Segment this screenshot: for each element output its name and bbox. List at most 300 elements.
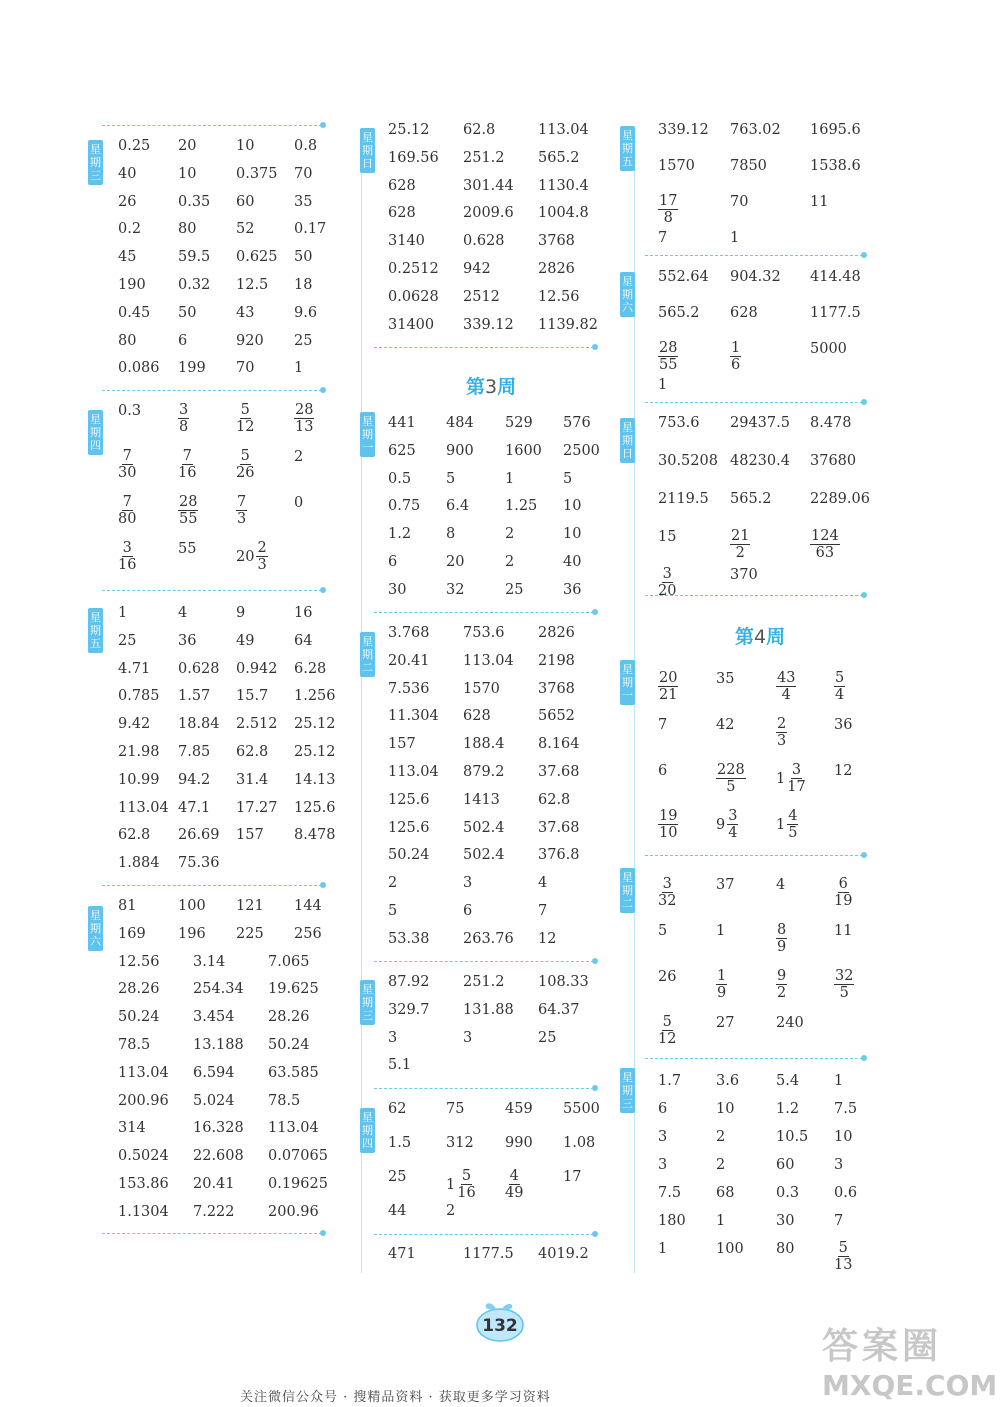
answer-cell: 10 bbox=[178, 165, 197, 182]
answer-cell bbox=[658, 340, 678, 373]
answer-cell: 75.36 bbox=[178, 855, 220, 872]
answer-cell: 990 bbox=[505, 1135, 533, 1151]
answer-cell: 900 bbox=[446, 442, 474, 459]
fraction: $\frac{5}{16}$ bbox=[457, 1168, 476, 1201]
answer-cell: 753.6 bbox=[463, 625, 505, 641]
fraction: $\frac{5}{12}$ bbox=[658, 1014, 677, 1047]
answer-cell: 9 $\frac{3}{4}$ bbox=[716, 808, 738, 841]
answer-cell: 125.6 bbox=[388, 819, 430, 836]
answer-cell: 188.4 bbox=[463, 736, 505, 753]
answer-cell: 6.594 bbox=[193, 1064, 235, 1081]
answer-cell: 5.4 bbox=[776, 1073, 800, 1089]
answer-cell: 27 bbox=[716, 1015, 735, 1031]
fraction: $\frac{17}{8}$ bbox=[659, 193, 678, 226]
answer-cell: 529 bbox=[505, 415, 533, 431]
answer-cell: 25.12 bbox=[294, 716, 336, 733]
answer-cell: 8 bbox=[446, 526, 456, 543]
answer-cell: 1.08 bbox=[563, 1135, 596, 1151]
fraction: $\frac{1}{6}$ bbox=[731, 340, 741, 373]
answer-cell: 552.64 bbox=[658, 269, 709, 285]
answer-cell: 314 bbox=[118, 1120, 146, 1137]
answer-cell: 1.884 bbox=[118, 855, 160, 872]
answer-cell: 0.628 bbox=[178, 660, 220, 677]
answer-cell bbox=[178, 494, 198, 527]
answer-cell: 1.1304 bbox=[118, 1203, 169, 1220]
answer-cell: 0.625 bbox=[236, 249, 278, 266]
answer-cell: 254.34 bbox=[193, 981, 244, 998]
separator bbox=[374, 961, 594, 962]
answer-cell: 1 bbox=[118, 605, 128, 621]
answer-cell: 63.585 bbox=[268, 1064, 319, 1081]
answer-cell: 6.4 bbox=[446, 498, 470, 515]
answer-cell: 35 bbox=[716, 671, 735, 687]
answer-cell bbox=[236, 402, 254, 435]
answer-cell: 0.3 bbox=[118, 403, 142, 419]
page-number: 132 bbox=[482, 1316, 518, 1336]
answer-cell: 8.478 bbox=[810, 415, 852, 431]
separator bbox=[102, 125, 322, 126]
answer-cell: 121 bbox=[236, 898, 264, 914]
weekday-tab: 星 期 五 bbox=[88, 608, 103, 653]
answer-cell: 565.2 bbox=[658, 305, 700, 321]
fraction: $\frac{32}{5}$ bbox=[835, 968, 854, 1001]
answer-cell bbox=[658, 876, 676, 909]
answer-cell: 0.32 bbox=[178, 277, 211, 293]
separator bbox=[374, 612, 594, 613]
answer-cell bbox=[776, 922, 787, 955]
answer-cell: 17.27 bbox=[236, 799, 278, 816]
answer-cell: 0.5 bbox=[388, 470, 412, 487]
answer-cell: 441 bbox=[388, 415, 416, 431]
answer-cell: 12.56 bbox=[118, 953, 160, 970]
answer-cell: 1 $\frac{4}{5}$ bbox=[776, 808, 798, 841]
page-number-badge bbox=[474, 1298, 526, 1342]
fraction: $\frac{3}{16}$ bbox=[118, 540, 137, 573]
answer-cell: 36 bbox=[178, 632, 197, 649]
answer-cell: 10 bbox=[834, 1129, 853, 1145]
separator bbox=[102, 1233, 322, 1234]
separator bbox=[374, 1088, 594, 1089]
answer-cell: 565.2 bbox=[730, 491, 772, 507]
weekday-tab: 星 期 三 bbox=[360, 980, 375, 1025]
answer-cell: 6.28 bbox=[294, 660, 327, 677]
week-4-title: 第4周 bbox=[735, 626, 786, 648]
answer-cell: 9.42 bbox=[118, 716, 151, 733]
answer-cell: 25 bbox=[118, 632, 137, 649]
separator bbox=[102, 390, 322, 391]
fraction: $\frac{3}{20}$ bbox=[658, 566, 677, 599]
answer-cell: 3.454 bbox=[193, 1009, 235, 1026]
answer-cell bbox=[658, 808, 678, 841]
weekday-tab: 星 期 日 bbox=[620, 418, 635, 463]
answer-cell: 7 bbox=[538, 903, 548, 919]
answer-cell: 20.41 bbox=[388, 652, 430, 669]
answer-cell: 628 bbox=[388, 205, 416, 222]
answer-cell: 30.5208 bbox=[658, 453, 718, 469]
answer-cell bbox=[118, 494, 136, 527]
answer-cell: 28.26 bbox=[118, 981, 160, 998]
fraction: $\frac{9}{2}$ bbox=[777, 968, 787, 1001]
fraction: $\frac{43}{4}$ bbox=[777, 670, 796, 703]
answer-cell: 113.04 bbox=[538, 122, 589, 138]
answer-cell: 20.41 bbox=[193, 1176, 235, 1192]
answer-cell: 5.1 bbox=[388, 1057, 412, 1074]
answer-cell: 6 bbox=[658, 1101, 668, 1117]
answer-cell: 1.5 bbox=[388, 1135, 412, 1151]
fraction: $\frac{5}{12}$ bbox=[236, 402, 255, 435]
answer-cell: 1 bbox=[294, 360, 304, 377]
answer-cell: 78.5 bbox=[118, 1037, 151, 1053]
answer-cell: 0.2 bbox=[118, 221, 142, 238]
answer-cell: 10.99 bbox=[118, 771, 160, 788]
answer-cell: 12 bbox=[538, 930, 557, 947]
answer-cell: 36 bbox=[834, 717, 853, 733]
answer-cell: 3140 bbox=[388, 233, 425, 250]
answer-cell: 32 bbox=[446, 581, 465, 598]
answer-cell: 10 bbox=[563, 498, 582, 515]
answer-cell: 1538.6 bbox=[810, 158, 861, 174]
fraction: $\frac{7}{30}$ bbox=[118, 448, 137, 481]
answer-cell: 628 bbox=[463, 708, 491, 725]
answer-cell: 18.84 bbox=[178, 716, 220, 733]
fraction: $\frac{5}{26}$ bbox=[236, 448, 255, 481]
answer-cell: 0.785 bbox=[118, 688, 160, 705]
answer-cell: 43 bbox=[236, 304, 255, 321]
answer-cell: 70 bbox=[236, 360, 255, 377]
fraction: $\frac{6}{19}$ bbox=[834, 876, 853, 909]
answer-cell: 6 bbox=[463, 903, 473, 919]
answer-cell: 49 bbox=[236, 632, 255, 649]
answer-cell: 70 bbox=[730, 194, 749, 210]
answer-cell bbox=[178, 402, 189, 435]
answer-cell: 62.8 bbox=[538, 791, 571, 808]
week-3-title: 第3周 bbox=[466, 376, 517, 398]
answer-cell: 3.768 bbox=[388, 625, 430, 641]
answer-cell: 2500 bbox=[563, 442, 600, 459]
answer-cell: 0.375 bbox=[236, 165, 278, 182]
answer-cell: 0.0628 bbox=[388, 288, 439, 305]
answer-cell: 15.7 bbox=[236, 688, 269, 705]
answer-cell: 625 bbox=[388, 442, 416, 459]
answer-cell: 879.2 bbox=[463, 764, 505, 780]
answer-cell bbox=[658, 193, 678, 226]
answer-cell: 169.56 bbox=[388, 149, 439, 166]
answer-cell: 169 bbox=[118, 925, 146, 942]
answer-cell: 50.24 bbox=[268, 1037, 310, 1053]
answer-cell: 26.69 bbox=[178, 827, 220, 844]
answer-cell: 1 bbox=[716, 1213, 726, 1229]
answer-cell: 6 bbox=[178, 332, 188, 349]
answer-cell: 1.256 bbox=[294, 688, 336, 705]
answer-cell: 7 bbox=[658, 717, 668, 733]
fraction: $\frac{20}{21}$ bbox=[659, 670, 678, 703]
answer-cell: 5 bbox=[446, 470, 456, 487]
answer-cell bbox=[294, 402, 314, 435]
answer-cell: 3.6 bbox=[716, 1073, 740, 1089]
answer-cell: 414.48 bbox=[810, 269, 861, 285]
answer-cell: 12.56 bbox=[538, 288, 580, 305]
answer-cell bbox=[776, 968, 787, 1001]
answer-cell: 70 bbox=[294, 165, 313, 182]
answer-cell: 0.2512 bbox=[388, 261, 439, 277]
answer-cell bbox=[658, 1014, 676, 1047]
answer-cell: 59.5 bbox=[178, 249, 211, 266]
answer-cell: 0.25 bbox=[118, 138, 151, 154]
separator bbox=[645, 595, 863, 596]
answer-cell: 2 bbox=[716, 1129, 726, 1145]
answer-cell: 2826 bbox=[538, 625, 575, 641]
answer-cell: 12.5 bbox=[236, 277, 269, 293]
answer-cell bbox=[810, 528, 840, 561]
answer-cell: 14.13 bbox=[294, 771, 336, 788]
answer-cell: 37.68 bbox=[538, 819, 580, 836]
answer-cell bbox=[658, 670, 678, 703]
answer-cell: 35 bbox=[294, 193, 313, 210]
answer-cell bbox=[730, 528, 750, 561]
answer-cell: 1 bbox=[716, 923, 726, 939]
answer-cell: 36 bbox=[563, 581, 582, 598]
answer-cell: 11 bbox=[834, 923, 853, 939]
watermark-title: 答案圈 bbox=[822, 1326, 943, 1367]
separator bbox=[645, 1058, 863, 1059]
answer-cell: 1177.5 bbox=[463, 1246, 514, 1262]
answer-cell: 10.5 bbox=[776, 1129, 809, 1145]
answer-cell: 113.04 bbox=[118, 799, 169, 816]
answer-cell: 920 bbox=[236, 332, 264, 349]
answer-cell: 0.45 bbox=[118, 304, 151, 321]
answer-cell: 251.2 bbox=[463, 149, 505, 166]
answer-cell bbox=[776, 670, 796, 703]
fraction: $\frac{28}{13}$ bbox=[295, 402, 314, 435]
answer-cell: 628 bbox=[730, 305, 758, 321]
answer-cell: 1 $\frac{3}{17}$ bbox=[776, 762, 806, 795]
answer-cell: 100 bbox=[178, 898, 206, 914]
answer-cell bbox=[118, 540, 136, 573]
answer-cell: 16.328 bbox=[193, 1120, 244, 1137]
answer-cell: 0.628 bbox=[463, 233, 505, 250]
answer-cell: 5 bbox=[658, 923, 668, 939]
answer-cell: 153.86 bbox=[118, 1176, 169, 1192]
weekday-tab: 星 期 一 bbox=[620, 660, 635, 705]
answer-cell: 502.4 bbox=[463, 847, 505, 864]
answer-cell: 6 bbox=[658, 763, 668, 779]
answer-cell: 1 bbox=[658, 1241, 668, 1257]
answer-cell: 502.4 bbox=[463, 819, 505, 836]
answer-cell: 19.625 bbox=[268, 981, 319, 998]
fraction: $\frac{1}{9}$ bbox=[717, 968, 727, 1001]
answer-cell: 5 bbox=[563, 470, 573, 487]
answer-cell bbox=[716, 968, 727, 1001]
answer-cell: 256 bbox=[294, 925, 322, 942]
answer-cell: 4 bbox=[178, 605, 188, 621]
answer-cell: 4 bbox=[538, 875, 548, 892]
answer-cell: 50.24 bbox=[388, 847, 430, 864]
answer-cell bbox=[658, 566, 676, 599]
answer-cell: 9 bbox=[236, 605, 246, 621]
answer-cell: 199 bbox=[178, 360, 206, 377]
answer-cell: 45 bbox=[118, 249, 137, 266]
fraction: $\frac{3}{4}$ bbox=[728, 808, 738, 841]
answer-cell: 1600 bbox=[505, 442, 542, 459]
answer-cell: 3768 bbox=[538, 233, 575, 250]
answer-cell: 8.478 bbox=[294, 827, 336, 844]
answer-cell: 2 bbox=[505, 554, 515, 570]
answer-cell: 40 bbox=[563, 554, 582, 570]
answer-cell: 763.02 bbox=[730, 122, 781, 138]
answer-cell: 25 bbox=[388, 1169, 407, 1185]
answer-cell: 0.19625 bbox=[268, 1176, 328, 1192]
answer-cell: 2 bbox=[294, 449, 304, 465]
answer-cell: 28.26 bbox=[268, 1009, 310, 1026]
answer-cell: 0.3 bbox=[776, 1185, 800, 1201]
answer-cell: 1 bbox=[730, 230, 740, 246]
answer-cell: 471 bbox=[388, 1246, 416, 1262]
answer-cell: 180 bbox=[658, 1213, 686, 1229]
answer-cell: 26 bbox=[658, 969, 677, 985]
separator bbox=[374, 347, 594, 348]
answer-cell: 3768 bbox=[538, 680, 575, 697]
answer-cell: 1139.82 bbox=[538, 316, 598, 333]
answer-cell: 10 bbox=[716, 1101, 735, 1117]
answer-cell bbox=[834, 670, 845, 703]
answer-cell: 37 bbox=[716, 877, 735, 893]
answer-cell: 21.98 bbox=[118, 744, 160, 760]
fraction: $\frac{21}{2}$ bbox=[731, 528, 750, 561]
answer-cell: 20 bbox=[178, 138, 197, 154]
weekday-tab: 星 期 四 bbox=[88, 410, 103, 455]
answer-cell: 376.8 bbox=[538, 847, 580, 864]
answer-cell: 196 bbox=[178, 925, 206, 942]
answer-cell: 4019.2 bbox=[538, 1246, 589, 1262]
fraction: $\frac{28}{55}$ bbox=[179, 494, 198, 527]
answer-cell: 565.2 bbox=[538, 149, 580, 166]
answer-cell: 6 bbox=[388, 554, 398, 570]
answer-cell: 2009.6 bbox=[463, 205, 514, 222]
answer-cell bbox=[236, 494, 247, 527]
answer-cell: 1177.5 bbox=[810, 305, 861, 321]
answer-cell: 31400 bbox=[388, 316, 435, 333]
weekday-tab: 星 期 六 bbox=[88, 906, 103, 951]
weekday-tab: 星 期 一 bbox=[360, 412, 375, 457]
answer-cell: 55 bbox=[178, 541, 197, 557]
answer-cell: 200.96 bbox=[268, 1203, 319, 1220]
answer-cell: 31.4 bbox=[236, 771, 269, 788]
answer-cell: 576 bbox=[563, 415, 591, 431]
answer-cell: 50 bbox=[294, 249, 313, 266]
answer-cell: 1.57 bbox=[178, 688, 211, 705]
weekday-tab: 星 期 二 bbox=[360, 632, 375, 677]
answer-cell: 3 bbox=[463, 875, 473, 892]
answer-cell: 25 bbox=[505, 581, 524, 598]
fraction: $\frac{124}{63}$ bbox=[811, 528, 839, 561]
answer-cell: 62.8 bbox=[118, 827, 151, 844]
answer-cell: 5652 bbox=[538, 708, 575, 725]
answer-cell: 0.5024 bbox=[118, 1148, 169, 1165]
answer-cell: 25 bbox=[294, 332, 313, 349]
answer-cell: 26 bbox=[118, 193, 137, 210]
separator bbox=[645, 855, 863, 856]
answer-cell: 52 bbox=[236, 221, 255, 238]
answer-cell: 263.76 bbox=[463, 930, 514, 947]
answer-cell: 5000 bbox=[810, 341, 847, 357]
answer-cell: 94.2 bbox=[178, 771, 211, 788]
answer-cell: 20 $\frac{2}{3}$ bbox=[236, 540, 267, 573]
answer-cell: 0.942 bbox=[236, 660, 278, 677]
answer-cell: 1 $\frac{5}{16}$ bbox=[446, 1168, 476, 1201]
answer-cell: 2119.5 bbox=[658, 491, 709, 507]
answer-cell: 190 bbox=[118, 277, 146, 293]
answer-cell: 3 bbox=[658, 1157, 668, 1173]
answer-cell: 0.8 bbox=[294, 138, 318, 154]
weekday-tab: 星 期 日 bbox=[360, 128, 375, 173]
answer-cell: 8.164 bbox=[538, 736, 580, 753]
answer-cell: 16 bbox=[294, 605, 313, 621]
answer-cell: 37.68 bbox=[538, 764, 580, 780]
answer-cell: 50 bbox=[178, 304, 197, 321]
answer-cell: 4.71 bbox=[118, 660, 151, 677]
answer-cell: 225 bbox=[236, 925, 264, 942]
answer-cell: 29437.5 bbox=[730, 415, 790, 431]
answer-cell bbox=[178, 448, 196, 481]
answer-cell: 42 bbox=[716, 717, 735, 733]
fraction: $\frac{2}{3}$ bbox=[257, 540, 267, 573]
answer-cell: 37680 bbox=[810, 453, 857, 469]
answer-cell: 7.065 bbox=[268, 953, 310, 970]
answer-cell: 11 bbox=[810, 194, 829, 210]
answer-cell: 2289.06 bbox=[810, 491, 870, 507]
answer-cell: 68 bbox=[716, 1185, 735, 1201]
answer-cell: 1.25 bbox=[505, 498, 538, 515]
answer-cell: 47.1 bbox=[178, 799, 211, 816]
answer-cell: 20 bbox=[446, 554, 465, 570]
weekday-tab: 星 期 四 bbox=[360, 1108, 375, 1153]
answer-cell: 48230.4 bbox=[730, 453, 790, 469]
answer-cell: 11.304 bbox=[388, 708, 439, 725]
answer-cell: 62.8 bbox=[236, 744, 269, 760]
answer-cell: 339.12 bbox=[658, 122, 709, 138]
fraction: $\frac{28}{55}$ bbox=[659, 340, 678, 373]
answer-cell: 157 bbox=[388, 736, 416, 753]
answer-cell: 113.04 bbox=[268, 1120, 319, 1137]
answer-cell: 3 bbox=[658, 1129, 668, 1145]
answer-cell: 7 bbox=[658, 230, 668, 246]
answer-cell: 370 bbox=[730, 567, 758, 583]
answer-cell: 25.12 bbox=[294, 744, 336, 760]
weekday-tab: 星 期 五 bbox=[620, 126, 635, 171]
answer-cell: 7 bbox=[834, 1213, 844, 1229]
answer-cell: 75 bbox=[446, 1101, 465, 1117]
answer-cell bbox=[776, 716, 787, 749]
separator bbox=[374, 1234, 594, 1235]
answer-cell: 100 bbox=[716, 1241, 744, 1257]
answer-cell: 2 bbox=[446, 1203, 456, 1219]
fraction: $\frac{3}{17}$ bbox=[787, 762, 806, 795]
answer-cell: 0.086 bbox=[118, 360, 160, 377]
fraction: $\frac{7}{80}$ bbox=[118, 494, 137, 527]
answer-cell bbox=[505, 1168, 523, 1201]
answer-cell: 1 bbox=[505, 470, 515, 487]
answer-cell: 62 bbox=[388, 1101, 407, 1117]
answer-cell: 2.512 bbox=[236, 716, 278, 733]
answer-cell: 240 bbox=[776, 1015, 804, 1031]
fraction: $\frac{3}{8}$ bbox=[179, 402, 189, 435]
answer-cell: 0.17 bbox=[294, 221, 327, 238]
answer-cell bbox=[236, 448, 254, 481]
answer-cell: 3 bbox=[834, 1157, 844, 1173]
answer-cell: 5500 bbox=[563, 1101, 600, 1117]
answer-cell: 2 bbox=[388, 875, 398, 892]
answer-cell: 44 bbox=[388, 1203, 407, 1219]
